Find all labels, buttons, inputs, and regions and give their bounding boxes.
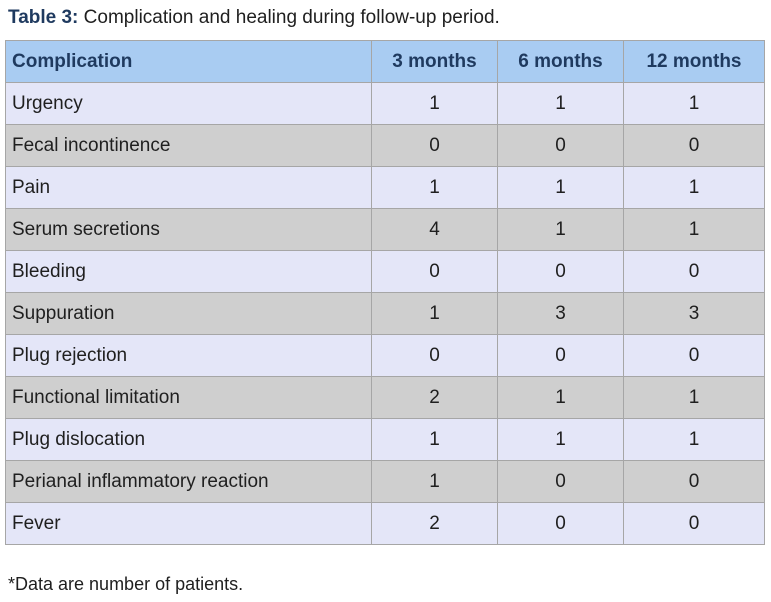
table-row	[6, 293, 765, 335]
header-6-months: 6 months	[498, 41, 624, 83]
table-row	[6, 251, 765, 293]
row-12-months: 0	[624, 461, 765, 503]
row-3-months: 2	[372, 377, 498, 419]
row-3-months: 1	[372, 83, 498, 125]
row-3-months: 0	[372, 251, 498, 293]
row-3-months: 1	[372, 461, 498, 503]
complications-table	[5, 40, 765, 545]
row-3-months: 1	[372, 167, 498, 209]
row-6-months: 0	[498, 503, 624, 545]
row-6-months: 1	[498, 83, 624, 125]
row-complication: Plug rejection	[6, 335, 372, 377]
row-3-months: 0	[372, 335, 498, 377]
table-row	[6, 125, 765, 167]
row-3-months: 1	[372, 419, 498, 461]
row-3-months: 4	[372, 209, 498, 251]
row-6-months: 0	[498, 251, 624, 293]
row-complication: Fecal incontinence	[6, 125, 372, 167]
row-complication: Serum secretions	[6, 209, 372, 251]
header-12-months: 12 months	[624, 41, 765, 83]
row-complication: Urgency	[6, 83, 372, 125]
row-3-months: 0	[372, 125, 498, 167]
row-complication: Perianal inflammatory reaction	[6, 461, 372, 503]
row-12-months: 1	[624, 419, 765, 461]
row-complication: Fever	[6, 503, 372, 545]
row-6-months: 3	[498, 293, 624, 335]
header-row	[6, 41, 765, 83]
table-footnote: *Data are number of patients.	[8, 574, 244, 594]
row-6-months: 1	[498, 209, 624, 251]
row-12-months: 1	[624, 83, 765, 125]
row-12-months: 1	[624, 377, 765, 419]
row-6-months: 0	[498, 125, 624, 167]
row-6-months: 1	[498, 377, 624, 419]
table-header	[6, 41, 765, 83]
table-row	[6, 83, 765, 125]
row-12-months: 0	[624, 125, 765, 167]
table-row	[6, 503, 765, 545]
row-6-months: 0	[498, 461, 624, 503]
row-6-months: 1	[498, 419, 624, 461]
row-12-months: 3	[624, 293, 765, 335]
row-12-months: 0	[624, 251, 765, 293]
table-caption-label: Table 3:	[8, 7, 79, 28]
table-row	[6, 461, 765, 503]
table-row	[6, 377, 765, 419]
table-row	[6, 335, 765, 377]
row-12-months: 0	[624, 503, 765, 545]
row-complication: Pain	[6, 167, 372, 209]
table-row	[6, 167, 765, 209]
row-12-months: 0	[624, 335, 765, 377]
row-complication: Plug dislocation	[6, 419, 372, 461]
row-3-months: 2	[372, 503, 498, 545]
header-3-months: 3 months	[372, 41, 498, 83]
row-complication: Suppuration	[6, 293, 372, 335]
table-body	[6, 83, 765, 545]
row-12-months: 1	[624, 167, 765, 209]
row-complication: Functional limitation	[6, 377, 372, 419]
row-6-months: 0	[498, 335, 624, 377]
table-caption-text: Complication and healing during follow-up period.	[83, 7, 500, 28]
header-complication: Complication	[6, 41, 372, 83]
table-caption	[8, 6, 500, 30]
table-row	[6, 419, 765, 461]
row-12-months: 1	[624, 209, 765, 251]
row-6-months: 1	[498, 167, 624, 209]
table-row	[6, 209, 765, 251]
row-complication: Bleeding	[6, 251, 372, 293]
row-3-months: 1	[372, 293, 498, 335]
